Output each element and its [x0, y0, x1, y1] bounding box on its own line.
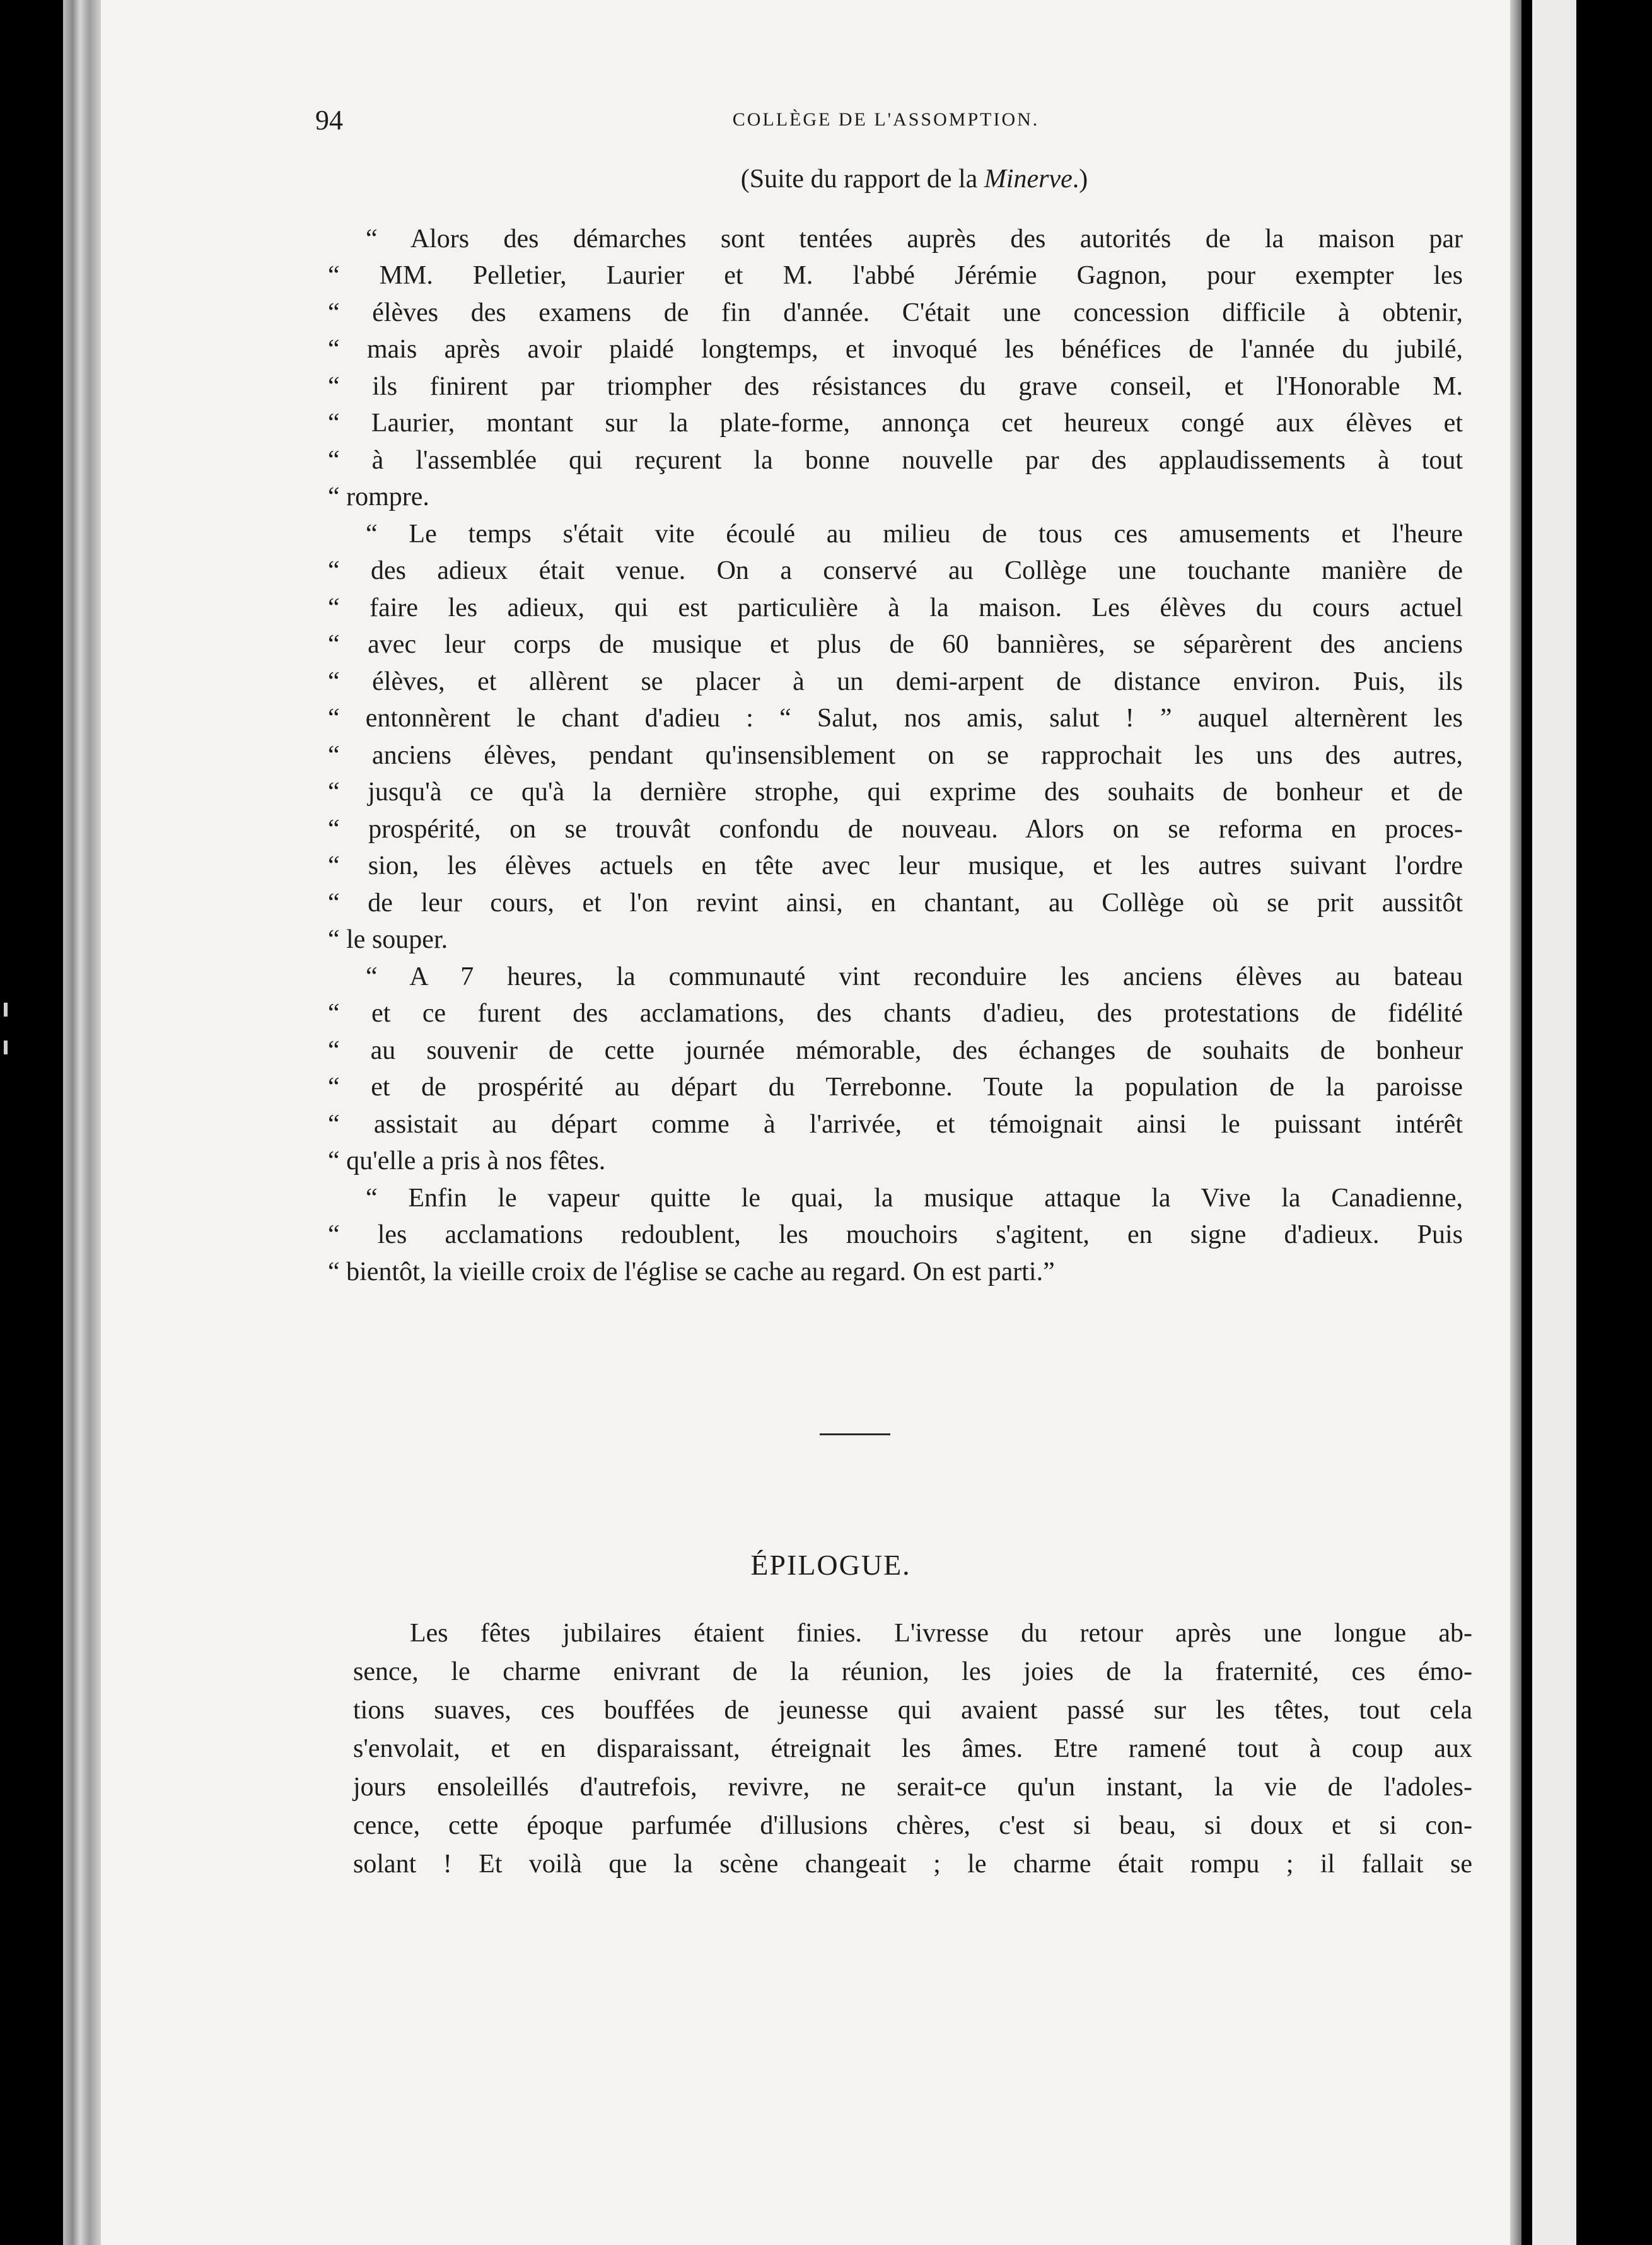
subtitle-suffix: .)	[1072, 165, 1088, 194]
text-line: “ et ce furent des acclamations, des chants d'adieu, des protestations de fidélité	[328, 999, 1463, 1028]
text-line: “ le souper.	[328, 925, 448, 954]
epilogue-title: ÉPILOGUE.	[750, 1549, 911, 1581]
text-line: “ Laurier, montant sur la plate-forme, annonça cet heureux congé aux élèves et	[328, 409, 1463, 438]
report-paragraph	[328, 959, 1463, 1180]
text-line: “ au souvenir de cette journée mémorable, des échanges de souhaits de bonheur	[328, 1035, 1463, 1065]
text-line: “ élèves, et allèrent se placer à un demi-arpent de distance environ. Puis, ils	[328, 667, 1463, 696]
text-line: “ anciens élèves, pendant qu'insensiblement on se rapprochait les uns des autres,	[328, 740, 1463, 770]
page-edge-left	[63, 0, 101, 2245]
running-head	[315, 104, 1457, 142]
text-line: Les fêtes jubilaires étaient finies. L'ivresse du retour après une longue ab-	[410, 1619, 1472, 1648]
text-line: “ rompre.	[328, 482, 429, 511]
page-number: 94	[315, 105, 343, 136]
text-line: “ élèves des examens de fin d'année. C'était une concession difficile à obtenir,	[328, 298, 1463, 327]
text-line: s'envolait, et en disparaissant, étreignait les âmes. Etre ramené tout à coup aux	[353, 1734, 1472, 1763]
text-line: tions suaves, ces bouffées de jeunesse qui avaient passé sur les têtes, tout cela	[353, 1696, 1472, 1725]
scan-margin-mark	[4, 1003, 8, 1017]
page-edge-right	[1510, 0, 1521, 2245]
text-line: “ faire les adieux, qui est particulière à la maison. Les élèves du cours actuel	[328, 593, 1463, 622]
text-line: “ Enfin le vapeur quitte le quai, la musique attaque la Vive la Canadienne,	[366, 1183, 1463, 1213]
text-line: “ à l'assemblée qui reçurent la bonne nouvelle par des applaudissements à tout	[328, 445, 1463, 475]
text-line: “ assistait au départ comme à l'arrivée, et témoignait ainsi le puissant intérêt	[328, 1109, 1463, 1139]
epilogue-text	[353, 1614, 1472, 1884]
report-paragraph	[328, 516, 1463, 959]
running-title: COLLÈGE DE L'ASSOMPTION.	[732, 109, 1040, 130]
text-line: “ sion, les élèves actuels en tête avec leur musique, et les autres suivant l'ordre	[328, 851, 1463, 880]
text-line: “ MM. Pelletier, Laurier et M. l'abbé Jérémie Gagnon, pour exempter les	[328, 261, 1463, 290]
text-line: “ et de prospérité au départ du Terrebonne. Toute la population de la paroisse	[328, 1073, 1463, 1102]
text-line: “ mais après avoir plaidé longtemps, et invoqué les bénéfices de l'année du jubilé,	[328, 335, 1463, 364]
text-line: “ prospérité, on se trouvât confondu de nouveau. Alors on se reforma en proces-	[328, 814, 1463, 844]
text-line: “ ils finirent par triompher des résistances du grave conseil, et l'Honorable M.	[328, 371, 1463, 401]
report-text	[328, 161, 1463, 1290]
text-line: “ A 7 heures, la communauté vint reconduire les anciens élèves au bateau	[366, 962, 1463, 991]
text-line: “ Le temps s'était vite écoulé au milieu de tous ces amusements et l'heure	[366, 519, 1463, 549]
text-line: “ de leur cours, et l'on revint ainsi, en chantant, au Collège où se prit aussitôt	[328, 888, 1463, 918]
text-line: “ avec leur corps de musique et plus de 60 bannières, se séparèrent des anciens	[328, 630, 1463, 659]
report-paragraph	[328, 1180, 1463, 1291]
text-line: cence, cette époque parfumée d'illusions chères, c'est si beau, si doux et si con-	[353, 1811, 1472, 1840]
text-line: “ bientôt, la vieille croix de l'église se cache au regard. On est parti.”	[328, 1257, 1055, 1286]
text-line: “ jusqu'à ce qu'à la dernière strophe, qui exprime des souhaits de bonheur et de	[328, 778, 1463, 807]
book-page	[101, 0, 1510, 2245]
text-line: solant ! Et voilà que la scène changeait ; le charme était rompu ; il fallait se	[353, 1850, 1472, 1879]
scan-margin-mark	[4, 1041, 8, 1054]
text-line: sence, le charme enivrant de la réunion, les joies de la fraternité, ces émo-	[353, 1657, 1472, 1686]
text-line: “ les acclamations redoublent, les mouchoirs s'agitent, en signe d'adieux. Puis	[328, 1220, 1463, 1249]
subtitle-prefix: (Suite du rapport de la	[740, 165, 984, 194]
text-line: “ entonnèrent le chant d'adieu : “ Salut, nos amis, salut ! ” auquel alternèrent les	[328, 704, 1463, 733]
next-page-strip	[1532, 0, 1576, 2245]
report-paragraph	[328, 221, 1463, 516]
subtitle	[328, 161, 1463, 198]
text-line: “ des adieux était venue. On a conservé au Collège une touchante manière de	[328, 556, 1463, 585]
text-line: “ Alors des démarches sont tentées auprès des autorités de la maison par	[366, 224, 1463, 254]
section-divider	[820, 1433, 890, 1435]
subtitle-newspaper: Minerve	[984, 165, 1073, 194]
text-line: jours ensoleillés d'autrefois, revivre, ne serait-ce qu'un instant, la vie de l'adoles-	[353, 1773, 1472, 1802]
text-line: “ qu'elle a pris à nos fêtes.	[328, 1146, 606, 1175]
